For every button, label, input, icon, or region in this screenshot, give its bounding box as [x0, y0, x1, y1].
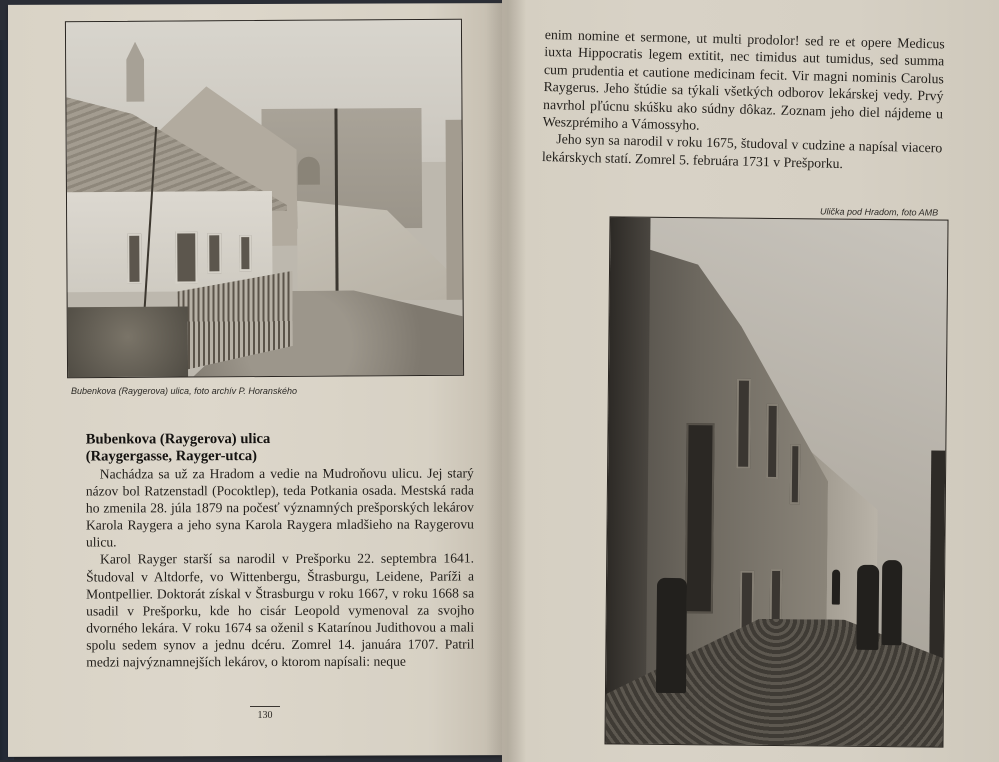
paragraph: Jeho syn sa narodil v roku 1675, študoval v cudzine a napísal viacero lekárskych statí. Zomrel 5. februára 1731 v Prešporku. — [541, 131, 943, 171]
left-photo-caption: Bubenkova (Raygerova) ulica, foto archív P. Horanského — [71, 386, 297, 396]
right-photo-ulicka-pod-hradom — [604, 216, 948, 747]
left-photo-bubenkova-street — [65, 19, 464, 378]
left-page-text — [86, 430, 475, 670]
paragraph: enim nomine et sermone, ut multi prodolor! sed re et opere Medicus iuxta Hippocratis legem extitit, nec timidus aut tumidus, sed summa cum prudentia et cautione medicinam fecit. Vir magni nominis Carolus Raygerus. Jeho štúdie sa týkali všetkých odborov lekárskej vedy. Prvý navrhol pľúcnu skúšku ako súdny dôkaz. Zoznam jeho diel nájdeme u Weszprémiho a Vámossyho. — [542, 26, 945, 133]
heading-line-2: (Raygergasse, Rayger-utca) — [85, 448, 258, 465]
heading-line-1: Bubenkova (Raygerova) ulica — [85, 431, 271, 448]
page-number: 130 — [250, 710, 280, 721]
paragraph: Karol Rayger starší sa narodil v Prešporku 22. septembra 1641. Študoval v Altdorfe, vo Wittenbergu, Štrasburgu, Leidene, Paríži a Montpellier. Doktorát získal v Štrasburgu v roku 1667, v roku 1668 sa usadil v Prešporku, kde ho cisár Leopold vymenoval za svojho dvorného lekára. V roku 1674 sa oženil s Katarínou Judithovou a mali spolu sedem synov a jednu dcéru. Zomrel 14. januára 1707. Patril medzi najvýznamnejších lekárov, o ktorom napísali: neque — [86, 550, 475, 670]
section-heading — [86, 430, 474, 465]
paragraph: Nachádza sa už za Hradom a vedie na Mudroňovu ulicu. Jej starý názov bol Ratzenstadl (Pocoktlep), teda Potkania osada. Mestská rada ho zmenila 28. júla 1879 na počesť významných prešporských lekárov Karola Raygera a jeho syna Karola Raygera mladšieho na Raygerovu ulicu. — [85, 465, 474, 550]
right-photo-caption: Ulička pod Hradom, foto AMB — [819, 206, 939, 218]
right-page-text — [542, 26, 945, 175]
